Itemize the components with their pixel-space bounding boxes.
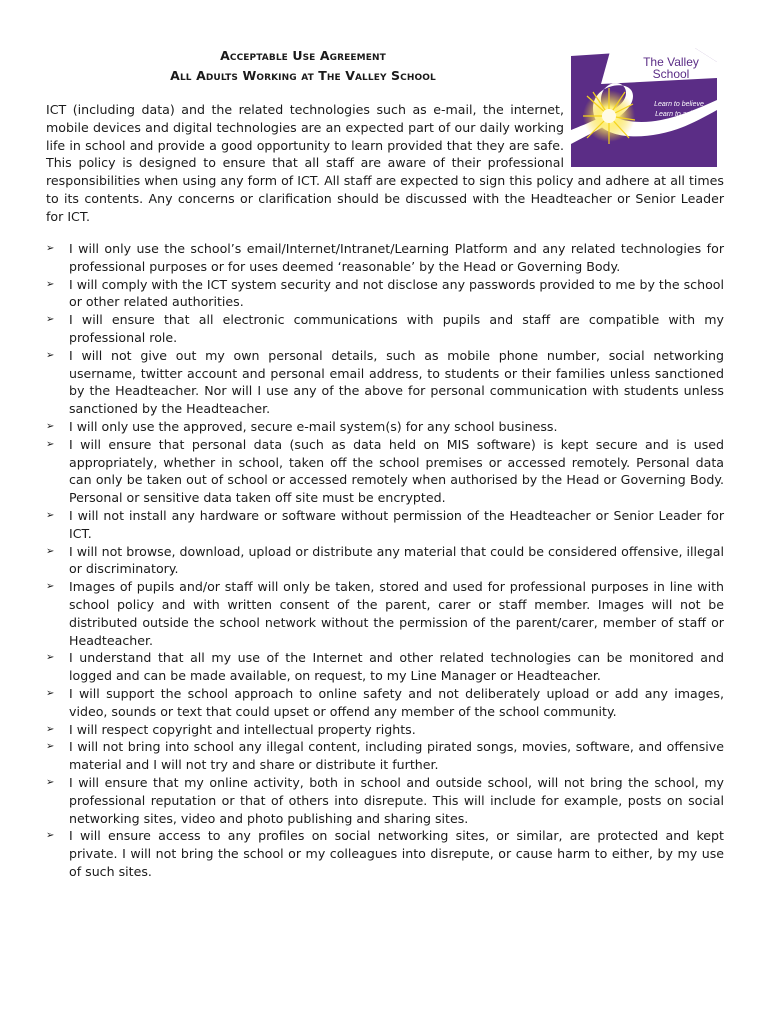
agreement-item [46, 436, 724, 507]
agreement-item-text: I will only use the approved, secure e-mail system(s) for any school business. [69, 418, 558, 434]
bullet-arrow-icon: ➢ [46, 830, 55, 842]
document-title [46, 46, 560, 86]
intro-paragraph: ICT (including data) and the related technologies such as e-mail, the internet, mobile devices and digital technologies are an expected part of our daily working life in school and provide a good opportunity to learn provided that they are safe. This policy is designed to ensure that all staff are aware of their professional responsibilities when using any form of ICT. All staff are expected to sign this policy and adhere at all times to its contents. Any concerns or clarification should be discussed with the Headteacher or Senior Leader for ICT. [46, 102, 724, 224]
title-line-2: All Adults Working at The Valley School [170, 68, 436, 83]
agreement-item [46, 347, 724, 418]
agreement-item-text: Images of pupils and/or staff will only be taken, stored and used for professional purposes in line with school policy and with written consent of the parent, carer or staff member. Images will not be distributed outside the school network without the permission of the parent/carer, member of staff or Headteacher. [69, 579, 724, 648]
bullet-arrow-icon: ➢ [46, 776, 55, 788]
bullet-arrow-icon: ➢ [46, 314, 55, 326]
agreement-item-text: I will not give out my own personal details, such as mobile phone number, social networking username, twitter account and personal email address, to students or their families unless sanctioned by the Headteacher. Nor will I use any of the above for personal communication with students unless sanctioned by the Headteacher. [69, 347, 724, 417]
agreement-item [46, 578, 724, 649]
bullet-arrow-icon: ➢ [46, 652, 55, 664]
logo-tagline-line-1: Learn to believe [654, 101, 704, 108]
agreement-item [46, 276, 724, 312]
title-line-1: Acceptable Use Agreement [220, 48, 386, 63]
bullet-arrow-icon: ➢ [46, 438, 55, 450]
agreement-item [46, 827, 724, 880]
bullet-arrow-icon: ➢ [46, 420, 55, 432]
agreement-item [46, 649, 724, 685]
bullet-arrow-icon: ➢ [46, 349, 55, 361]
agreement-item-text: I will not install any hardware or software without permission of the Headteacher or Senior Leader for ICT. [69, 507, 724, 541]
agreement-item-text: I understand that all my use of the Internet and other related technologies can be monitored and logged and can be made available, on request, to my Line Manager or Headteacher. [69, 650, 724, 684]
agreement-item [46, 738, 724, 774]
logo-name-line-1: The Valley [643, 55, 699, 69]
agreement-item-text: I will respect copyright and intellectual property rights. [69, 721, 416, 737]
agreement-item-text: I will ensure that my online activity, both in school and outside school, will not bring the school, my professional reputation or that of others into disrepute. This will include for example, posts on social networking sites, video and photo publishing and sharing sites. [69, 774, 724, 826]
agreement-item [46, 685, 724, 721]
agreement-item-text: I will ensure access to any profiles on social networking sites, or similar, are protected and kept private. I will not bring the school or my colleagues into disrepute, or cause harm to either, by my use of such sites. [69, 828, 724, 879]
logo-name-line-2: School [652, 67, 690, 81]
agreement-item-text: I will only use the school’s email/Internet/Intranet/Learning Platform and any related technologies for professional purposes or for uses deemed ‘reasonable’ by the Head or Governing Body. [69, 241, 724, 274]
agreement-item [46, 543, 724, 579]
bullet-arrow-icon: ➢ [46, 243, 55, 254]
logo-tagline-line-2: Learn to achieve [655, 111, 707, 118]
bullet-arrow-icon: ➢ [46, 723, 55, 735]
agreement-item-text: I will comply with the ICT system security and not disclose any passwords provided to me by the school or other related authorities. [69, 276, 724, 310]
bullet-arrow-icon: ➢ [46, 509, 55, 521]
agreement-item [46, 721, 724, 739]
bullet-arrow-icon: ➢ [46, 687, 55, 699]
agreement-item-text: I will not bring into school any illegal content, including pirated songs, movies, software, and offensive material and I will not try and share or distribute it further. [69, 739, 724, 773]
agreement-item-text: I will not browse, download, upload or distribute any material that could be considered offensive, illegal or discriminatory. [69, 543, 724, 577]
agreement-item [46, 240, 724, 276]
agreement-item [46, 311, 724, 347]
agreement-item [46, 418, 724, 436]
agreement-item [46, 774, 724, 827]
bullet-arrow-icon: ➢ [46, 278, 55, 290]
bullet-arrow-icon: ➢ [46, 741, 55, 753]
bullet-arrow-icon: ➢ [46, 545, 55, 557]
agreement-item [46, 507, 724, 543]
bullet-arrow-icon: ➢ [46, 581, 55, 593]
agreement-item-text: I will ensure that personal data (such as data held on MIS software) is kept secure and is used appropriately, whether in school, taken off the school premises or accessed remotely. Personal data can only be taken out of school or accessed remotely when authorised by the Head or Governing Body. Personal or sensitive data taken off site must be encrypted. [69, 436, 724, 506]
agreement-item-text: I will ensure that all electronic communications with pupils and staff are compatible with my professional role. [69, 312, 724, 345]
agreement-list [46, 240, 724, 881]
agreement-item-text: I will support the school approach to online safety and not deliberately upload or add any images, video, sounds or text that could upset or offend any member of the school community. [69, 685, 724, 719]
